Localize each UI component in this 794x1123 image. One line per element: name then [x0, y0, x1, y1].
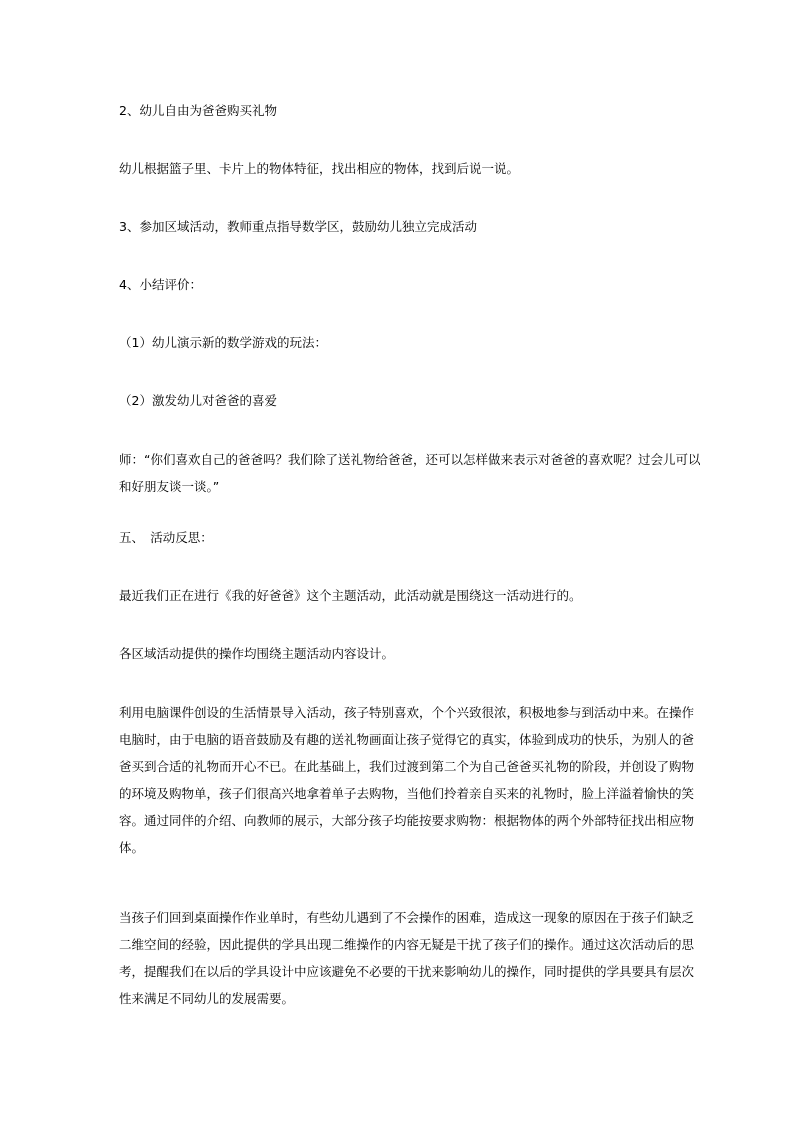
teacher-quote-line: 和好朋友谈一谈。”: [119, 479, 220, 494]
sub-item-1: （1）幼儿演示新的数学游戏的玩法：: [119, 335, 327, 350]
paragraph-line: 爸买到合适的礼物而开心不已。在此基础上，我们过渡到第二个为自己爸爸买礼物的阶段，并创设了购物: [119, 759, 695, 774]
teacher-quote-line: 师：“你们喜欢自己的爸爸吗？我们除了送礼物给爸爸，还可以怎样做来表示对爸爸的喜欢呢？过会儿可以: [119, 452, 701, 467]
paragraph-computer: [119, 699, 695, 861]
paragraph-line: 当孩子们回到桌面操作作业单时，有些幼儿遇到了不会操作的困难，造成这一现象的原因在于孩子们缺乏: [119, 910, 695, 925]
paragraph-line: 利用电脑课件创设的生活情景导入活动，孩子特别喜欢，个个兴致很浓，积极地参与到活动中来。在操作: [119, 705, 695, 720]
paragraph-line: 容。通过同伴的介绍、向教师的展示，大部分孩子均能按要求购物：根据物体的两个外部特征找出相应物: [119, 813, 695, 828]
item-3-heading: 3、参加区域活动，教师重点指导数学区，鼓励幼儿独立完成活动: [119, 219, 477, 234]
design-note: 各区域活动提供的操作均围绕主题活动内容设计。: [119, 646, 395, 661]
sub-item-2: （2）激发幼儿对爸爸的喜爱: [119, 393, 277, 408]
paragraph-desk: [119, 904, 695, 1012]
paragraph-line: 的环境及购物单，孩子们很高兴地拿着单子去购物，当他们拎着亲自买来的礼物时，脸上洋溢着愉快的笑: [119, 786, 695, 801]
section-five-heading: 五、 活动反思：: [119, 530, 213, 545]
paragraph-line: 二维空间的经验，因此提供的学具出现二维操作的内容无疑是干扰了孩子们的操作。通过这次活动后的思: [119, 937, 695, 952]
teacher-quote: [119, 446, 701, 500]
item-4-heading: 4、小结评价：: [119, 277, 202, 292]
reflection-intro: 最近我们正在进行《我的好爸爸》这个主题活动，此活动就是围绕这一活动进行的。: [119, 588, 582, 603]
paragraph-line: 体。: [119, 840, 145, 855]
paragraph-line: 考，提醒我们在以后的学具设计中应该避免不必要的干扰来影响幼儿的操作，同时提供的学具要具有层次: [119, 964, 695, 979]
item-2-description: 幼儿根据篮子里、卡片上的物体特征，找出相应的物体，找到后说一说。: [119, 161, 520, 176]
item-2-heading: 2、幼儿自由为爸爸购买礼物: [119, 103, 277, 118]
paragraph-line: 电脑时，由于电脑的语音鼓励及有趣的送礼物画面让孩子觉得它的真实，体验到成功的快乐，为别人的爸: [119, 732, 695, 747]
paragraph-line: 性来满足不同幼儿的发展需要。: [119, 991, 295, 1006]
